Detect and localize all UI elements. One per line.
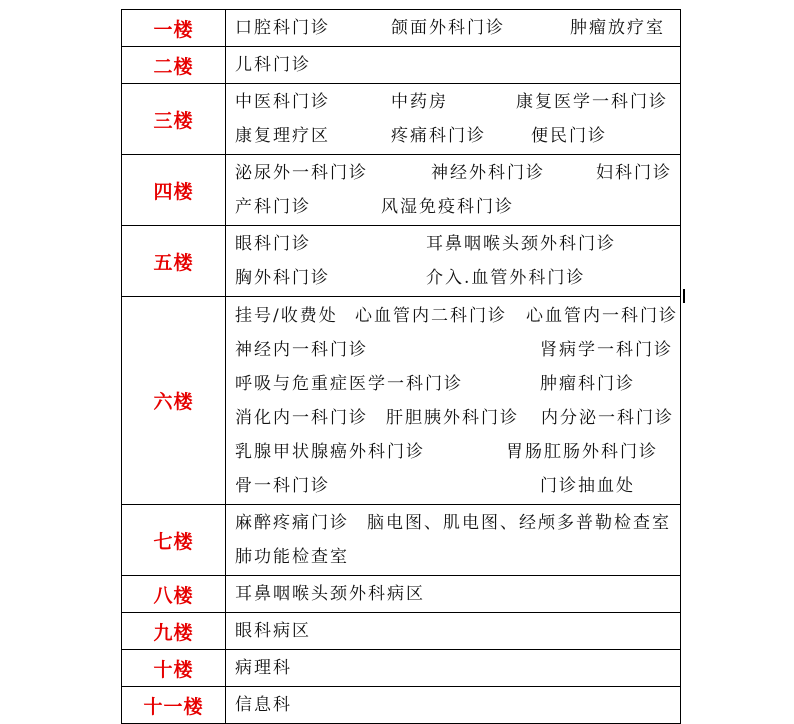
- department-name: 风湿免疫科门诊: [381, 197, 514, 217]
- department-name: 疼痛科门诊: [391, 126, 486, 146]
- department-line: [235, 577, 674, 611]
- department-name: 肿瘤放疗室: [570, 18, 665, 38]
- department-name: 眼科病区: [235, 621, 311, 641]
- floor-row: [122, 84, 681, 155]
- department-name: 康复医学一科门诊: [516, 92, 668, 112]
- floor-label: 九楼: [122, 613, 226, 650]
- department-name: 消化内一科门诊: [235, 407, 368, 428]
- department-name: 神经内一科门诊: [235, 339, 368, 360]
- department-line: [235, 367, 674, 401]
- department-list: [226, 155, 681, 226]
- department-line: [235, 333, 674, 367]
- department-name: 神经外科门诊: [431, 163, 545, 183]
- department-line: [235, 11, 674, 45]
- floor-row: [122, 47, 681, 84]
- department-line: [235, 540, 674, 574]
- department-line: [235, 119, 674, 153]
- department-name: 胃肠肛肠外科门诊: [506, 441, 658, 462]
- department-name: 肿瘤科门诊: [540, 373, 635, 394]
- department-line: [235, 469, 674, 503]
- department-line: [235, 506, 674, 540]
- department-list: [226, 10, 681, 47]
- floor-directory-body: [122, 10, 681, 724]
- department-name: 骨一科门诊: [235, 475, 330, 496]
- floor-label: 一楼: [122, 10, 226, 47]
- department-line: [235, 401, 674, 435]
- floor-label: 二楼: [122, 47, 226, 84]
- department-name: 颌面外科门诊: [391, 18, 505, 38]
- floor-label: 三楼: [122, 84, 226, 155]
- floor-row: [122, 576, 681, 613]
- department-list: [226, 650, 681, 687]
- department-name: 乳腺甲状腺癌外科门诊: [235, 441, 425, 462]
- floor-label: 七楼: [122, 505, 226, 576]
- department-line: [235, 261, 674, 295]
- department-line: [235, 85, 674, 119]
- floor-label: 四楼: [122, 155, 226, 226]
- department-list: [226, 576, 681, 613]
- department-name: 肾病学一科门诊: [540, 339, 673, 360]
- department-name: 康复理疗区: [235, 126, 330, 146]
- department-name: 门诊抽血处: [540, 475, 635, 496]
- floor-row: [122, 226, 681, 297]
- department-line: [235, 651, 674, 685]
- department-line: [235, 435, 674, 469]
- floor-label: 十一楼: [122, 687, 226, 724]
- floor-row: [122, 687, 681, 724]
- floor-row: [122, 613, 681, 650]
- department-name: 产科门诊: [235, 197, 311, 217]
- department-line: [235, 156, 674, 190]
- department-line: [235, 227, 674, 261]
- department-name: 病理科: [235, 658, 292, 678]
- department-name: 耳鼻咽喉头颈外科门诊: [426, 234, 616, 254]
- department-name: 肺功能检查室: [235, 547, 349, 567]
- floor-row: [122, 505, 681, 576]
- department-line: [235, 190, 674, 224]
- department-name: 麻醉疼痛门诊: [235, 513, 349, 533]
- department-name: 心血管内二科门诊: [355, 305, 507, 326]
- floor-directory-table: [121, 9, 681, 724]
- department-line: [235, 688, 674, 722]
- department-name: 胸外科门诊: [235, 268, 330, 288]
- department-name: 脑电图、肌电图、经颅多普勒检查室: [367, 513, 671, 533]
- floor-label: 六楼: [122, 297, 226, 505]
- floor-row: [122, 155, 681, 226]
- department-name: 肝胆胰外科门诊: [386, 407, 519, 428]
- department-name: 中药房: [391, 92, 448, 112]
- department-name: 儿科门诊: [235, 55, 311, 75]
- department-list: [226, 84, 681, 155]
- department-name: 便民门诊: [531, 126, 607, 146]
- department-name: 信息科: [235, 695, 292, 715]
- department-list: [226, 47, 681, 84]
- floor-label: 八楼: [122, 576, 226, 613]
- department-line: [235, 614, 674, 648]
- department-name: 口腔科门诊: [235, 18, 330, 38]
- department-line: [235, 299, 678, 333]
- department-name: 心血管内一科门诊: [526, 305, 678, 326]
- department-list: [226, 505, 681, 576]
- department-list: [226, 226, 681, 297]
- department-name: 耳鼻咽喉头颈外科病区: [235, 584, 425, 604]
- department-list: [226, 297, 681, 505]
- department-name: 妇科门诊: [596, 163, 672, 183]
- department-name: 呼吸与危重症医学一科门诊: [235, 373, 463, 394]
- floor-row: [122, 650, 681, 687]
- department-name: 介入.血管外科门诊: [426, 268, 586, 288]
- department-name: 泌尿外一科门诊: [235, 163, 368, 183]
- floor-label: 五楼: [122, 226, 226, 297]
- department-list: [226, 613, 681, 650]
- floor-label: 十楼: [122, 650, 226, 687]
- department-line: [235, 48, 674, 82]
- page-edge-mark: [683, 289, 685, 303]
- floor-row: [122, 297, 681, 505]
- department-name: 眼科门诊: [235, 234, 311, 254]
- department-list: [226, 687, 681, 724]
- floor-row: [122, 10, 681, 47]
- department-name: 挂号/收费处: [235, 305, 338, 326]
- department-name: 中医科门诊: [235, 92, 330, 112]
- department-name: 内分泌一科门诊: [541, 407, 674, 428]
